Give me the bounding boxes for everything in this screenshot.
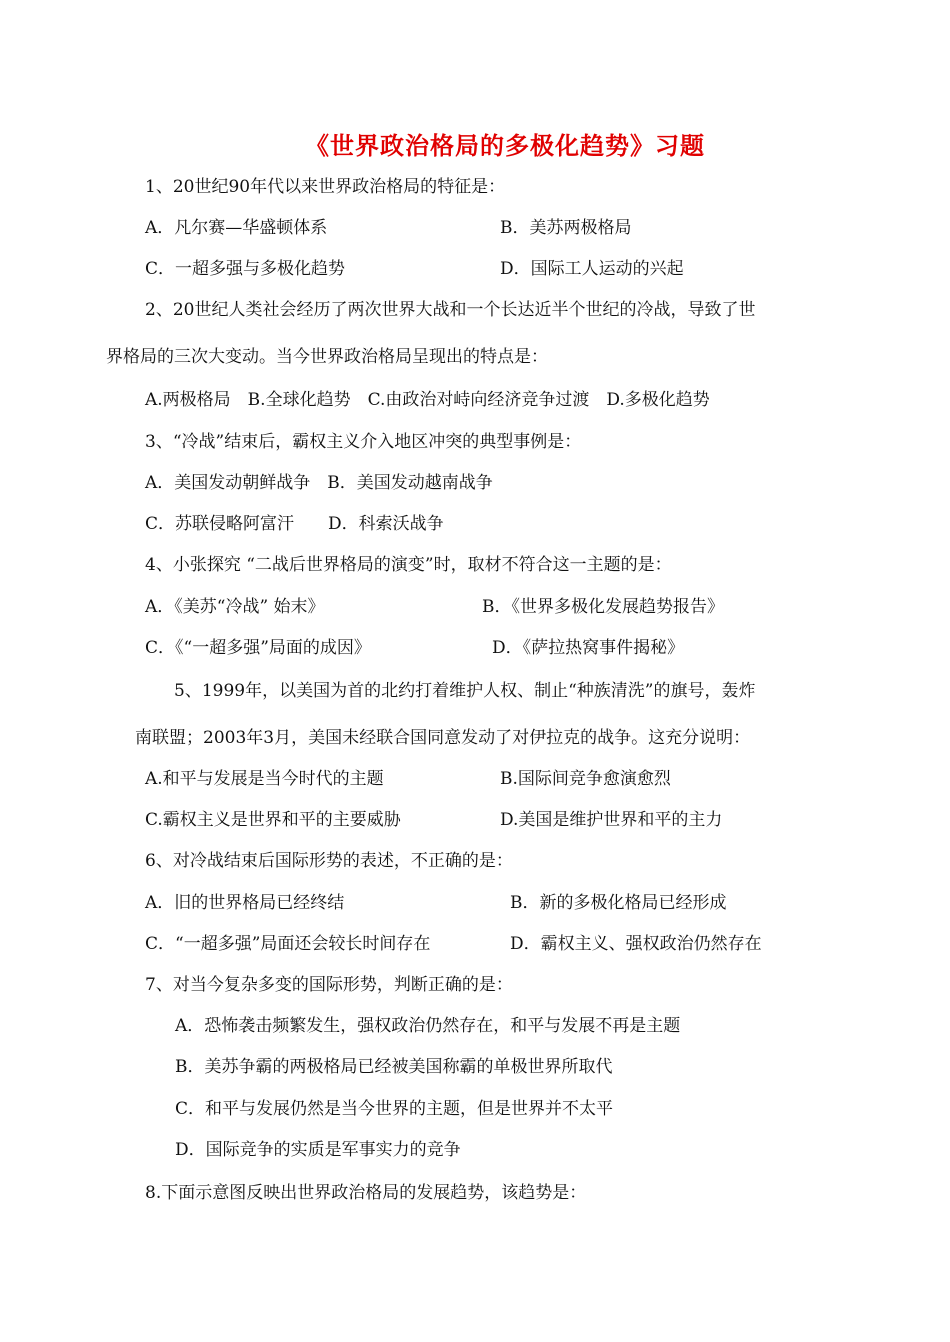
question-2-stem-line-2: 界格局的三次大变动。当今世界政治格局呈现出的特点是： [106, 347, 548, 367]
question-1-option-d: D．国际工人运动的兴起 [500, 259, 684, 279]
question-7-option-b: B．美苏争霸的两极格局已经被美国称霸的单极世界所取代 [175, 1057, 613, 1077]
question-7-option-c: C．和平与发展仍然是当今世界的主题，但是世界并不太平 [175, 1099, 614, 1119]
question-5-option-d: D.美国是维护世界和平的主力 [500, 810, 723, 830]
question-2-options: A.两极格局 B.全球化趋势 C.由政治对峙向经济竞争过渡 D.多极化趋势 [145, 390, 710, 410]
question-1-stem: 1、20世纪90年代以来世界政治格局的特征是： [145, 177, 506, 197]
page-title: 《世界政治格局的多极化趋势》习题 [305, 131, 705, 160]
question-4-stem: 4、小张探究 “二战后世界格局的演变”时，取材不符合这一主题的是： [145, 555, 672, 575]
question-5-option-b: B.国际间竞争愈演愈烈 [500, 769, 671, 789]
question-6-option-b: B．新的多极化格局已经形成 [510, 893, 727, 913]
question-3-options-cd: C．苏联侵略阿富汗 D．科索沃战争 [145, 514, 444, 534]
question-1-option-a: A．凡尔赛—华盛顿体系 [145, 218, 328, 238]
question-7-option-a: A．恐怖袭击频繁发生，强权政治仍然存在，和平与发展不再是主题 [175, 1016, 681, 1036]
question-4-option-a: A．《美苏“冷战” 始末》 [145, 597, 325, 617]
question-5-stem-line-1: 5、1999年，以美国为首的北约打着维护人权、制止“种族清洗”的旗号，轰炸 [174, 681, 756, 701]
question-6-option-d: D．霸权主义、强权政治仍然存在 [510, 934, 762, 954]
question-3-options-ab: A．美国发动朝鲜战争 B．美国发动越南战争 [145, 473, 493, 493]
question-7-stem: 7、对当今复杂多变的国际形势，判断正确的是： [145, 975, 513, 995]
question-6-stem: 6、对冷战结束后国际形势的表述，不正确的是： [145, 851, 513, 871]
question-1-option-c: C．一超多强与多极化趋势 [145, 259, 346, 279]
question-4-option-c: C．《“一超多强”局面的成因》 [145, 638, 371, 658]
question-8-stem: 8.下面示意图反映出世界政治格局的发展趋势，该趋势是： [145, 1183, 587, 1203]
question-2-stem-line-1: 2、20世纪人类社会经历了两次世界大战和一个长达近半个世纪的冷战，导致了世 [145, 300, 756, 320]
question-6-option-c: C．“一超多强”局面还会较长时间存在 [145, 934, 431, 954]
question-4-option-b: B．《世界多极化发展趋势报告》 [482, 597, 724, 617]
question-5-option-a: A.和平与发展是当今时代的主题 [145, 769, 384, 789]
question-6-option-a: A．旧的世界格局已经终结 [145, 893, 345, 913]
question-5-stem-line-2: 南联盟；2003年3月，美国未经联合国同意发动了对伊拉克的战争。这充分说明： [135, 728, 751, 748]
question-3-stem: 3、“冷战”结束后，霸权主义介入地区冲突的典型事例是： [145, 432, 582, 452]
question-4-option-d: D．《萨拉热窝事件揭秘》 [492, 638, 685, 658]
question-5-option-c: C.霸权主义是世界和平的主要威胁 [145, 810, 401, 830]
question-7-option-d: D．国际竞争的实质是军事实力的竞争 [175, 1140, 461, 1160]
question-1-option-b: B．美苏两极格局 [500, 218, 632, 238]
